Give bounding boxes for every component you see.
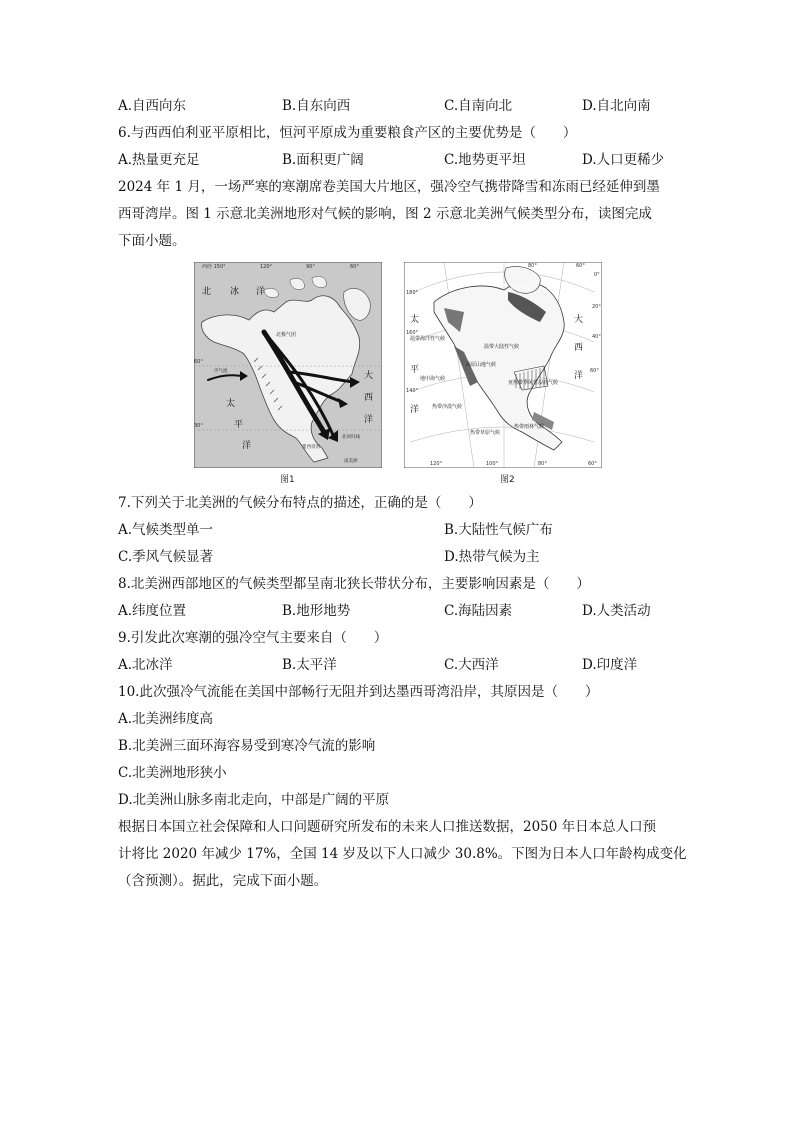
fig1-label-lon60: 60° — [350, 264, 359, 270]
figure2-map — [404, 262, 602, 468]
fig2-label-140: 140° — [406, 388, 419, 394]
fig2-label-blon100: 100° — [486, 461, 499, 467]
passage1-line-3: 下面小题。 — [118, 233, 186, 249]
figure1-map — [194, 262, 382, 468]
fig1-label-cold-air: 冷气流 — [214, 369, 228, 374]
q5-option-a[interactable]: A.自西向东 — [118, 98, 187, 114]
q9-option-c[interactable]: C.大西洋 — [444, 657, 499, 673]
figure2-caption: 图2 — [500, 475, 515, 485]
q10-option-d[interactable]: D.北美洲山脉多南北走向，中部是广阔的平原 — [118, 792, 390, 808]
fig1-label-yang3: 洋 — [364, 415, 374, 425]
fig2-label-blon120: 120° — [430, 461, 443, 467]
q8-option-b[interactable]: B.地形地势 — [282, 603, 351, 619]
fig1-label-ping: 平 — [234, 420, 244, 430]
fig1-label-lon120: 120° — [260, 264, 273, 270]
q7-stem: 7.下列关于北美洲的气候分布特点的描述，正确的是（ ） — [118, 495, 482, 511]
q10-option-c[interactable]: C.北美洲地形狭小 — [118, 765, 227, 781]
q8-option-a[interactable]: A.纬度位置 — [118, 603, 187, 619]
fig2-label-blon60: 60° — [588, 461, 597, 467]
fig1-label-tai: 太 — [226, 399, 236, 409]
q8-stem: 8.北美洲西部地区的气候类型都呈南北狭长带状分布，主要影响因素是（ ） — [118, 576, 590, 592]
figure1-caption: 图1 — [280, 475, 295, 485]
fig2-label-da: 大 — [574, 315, 584, 325]
q8-option-c[interactable]: C.海陆因素 — [444, 603, 513, 619]
q6-option-d[interactable]: D.人口更稀少 — [582, 152, 665, 168]
q10-option-b[interactable]: B.北美洲三面环海容易受到寒冷气流的影响 — [118, 738, 376, 754]
fig2-label-continental: 温带大陆性气候 — [484, 344, 520, 350]
passage1-line-2: 西哥湾岸。图 1 示意北美洲地形对气候的影响，图 2 示意北美洲气候类型分布，读图完成 — [118, 206, 652, 222]
fig2-label-yang2: 洋 — [574, 371, 584, 381]
fig1-label-xi: 西 — [364, 393, 374, 403]
q7-option-d[interactable]: D.热带气候为主 — [444, 549, 540, 565]
fig2-label-160: 160° — [406, 330, 419, 336]
passage2-line-1: 根据日本国立社会保障和人口问题研究所发布的未来人口推送数据，2050 年日本总人口预 — [118, 819, 657, 835]
q6-option-c[interactable]: C.地势更平坦 — [444, 152, 526, 168]
q6-option-b[interactable]: B.面积更广阔 — [282, 152, 364, 168]
fig2-label-rainforest: 热带雨林气候 — [514, 424, 545, 430]
q10-stem: 10.此次强冷气流能在美国中部畅行无阻并到达墨西哥湾沿岸，其原因是（ ） — [118, 684, 599, 700]
fig1-label-west-lon: 西经 150° — [202, 264, 226, 270]
fig2-label-lat60: 60° — [590, 368, 599, 374]
fig2-label-lon80: 80° — [528, 263, 537, 269]
fig2-label-lat40: 40° — [592, 334, 601, 340]
fig1-label-lat60: 60° — [194, 359, 203, 365]
fig1-label-lat30: 30° — [194, 423, 203, 429]
fig1-label-lon90: 90° — [306, 264, 315, 270]
fig2-label-xi: 西 — [574, 343, 584, 353]
fig2-label-savanna: 热带草原气候 — [470, 430, 501, 436]
fig2-label-lat20: 20° — [592, 304, 601, 310]
fig2-label-mediterranean: 地中海气候 — [420, 376, 446, 382]
q9-option-d[interactable]: D.印度洋 — [582, 657, 638, 673]
q9-option-a[interactable]: A.北冰洋 — [118, 657, 173, 673]
fig1-label-da: 大 — [364, 371, 374, 381]
fig2-label-yang: 洋 — [410, 405, 420, 415]
q6-stem: 6.与西西伯利亚平原相比，恒河平原成为重要粮食产区的主要优势是（ ） — [118, 125, 577, 141]
fig1-label-yang1: 洋 — [256, 287, 266, 297]
passage2-line-2: 计将比 2020 年减少 17%，全国 14 岁及以下人口减少 30.8%。下图为日本人口年龄构成变化 — [118, 846, 687, 862]
q9-stem: 9.引发此次寒潮的强冷空气主要来自（ ） — [118, 630, 388, 646]
q7-option-b[interactable]: B.大陆性气候广布 — [444, 522, 553, 538]
fig2-label-ping: 平 — [410, 365, 420, 375]
q7-option-a[interactable]: A.气候类型单一 — [118, 522, 214, 538]
fig1-label-bei: 北 — [202, 287, 212, 297]
fig2-label-highland: 高原山地气候 — [466, 362, 497, 368]
fig2-label-lon60: 60° — [576, 263, 585, 269]
fig2-label-maritime: 温带海洋性气候 — [410, 336, 446, 342]
fig2-label-tundra: 苔原气候 — [510, 286, 531, 292]
fig2-label-desert: 热带沙漠气候 — [432, 404, 463, 410]
fig2-label-lat0: 0° — [594, 272, 600, 278]
fig1-label-tropic: 北回归线 — [342, 435, 360, 440]
q6-option-a[interactable]: A.热量更充足 — [118, 152, 200, 168]
fig2-label-blon80: 80° — [538, 461, 547, 467]
passage1-line-1: 2024 年 1 月，一场严寒的寒潮席卷美国大片地区，强冷空气携带降雪和冻雨已经延伸到墨 — [118, 179, 660, 195]
fig1-label-south-america: 南美洲 — [344, 459, 358, 464]
q9-option-b[interactable]: B.太平洋 — [282, 657, 337, 673]
fig1-label-arctic-air: 北极气团 — [276, 332, 297, 338]
passage2-line-3: （含预测）。据此，完成下面小题。 — [118, 873, 328, 889]
q7-option-c[interactable]: C.季风气候显著 — [118, 549, 214, 565]
fig2-label-tai: 太 — [410, 315, 420, 325]
fig2-label-subtropical: 亚热带季风性湿润气候 — [508, 380, 559, 386]
q8-option-d[interactable]: D.人类活动 — [582, 603, 651, 619]
q5-option-c[interactable]: C.自南向北 — [444, 98, 513, 114]
q10-option-a[interactable]: A.北美洲纬度高 — [118, 711, 214, 727]
q5-option-b[interactable]: B.自东向西 — [282, 98, 351, 114]
fig2-label-180: 180° — [406, 290, 419, 296]
q5-option-d[interactable]: D.自北向南 — [582, 98, 651, 114]
fig1-label-gulf: 墨西哥湾 — [302, 445, 320, 450]
fig1-label-yang2: 洋 — [242, 441, 252, 451]
fig1-label-bing: 冰 — [230, 287, 240, 297]
